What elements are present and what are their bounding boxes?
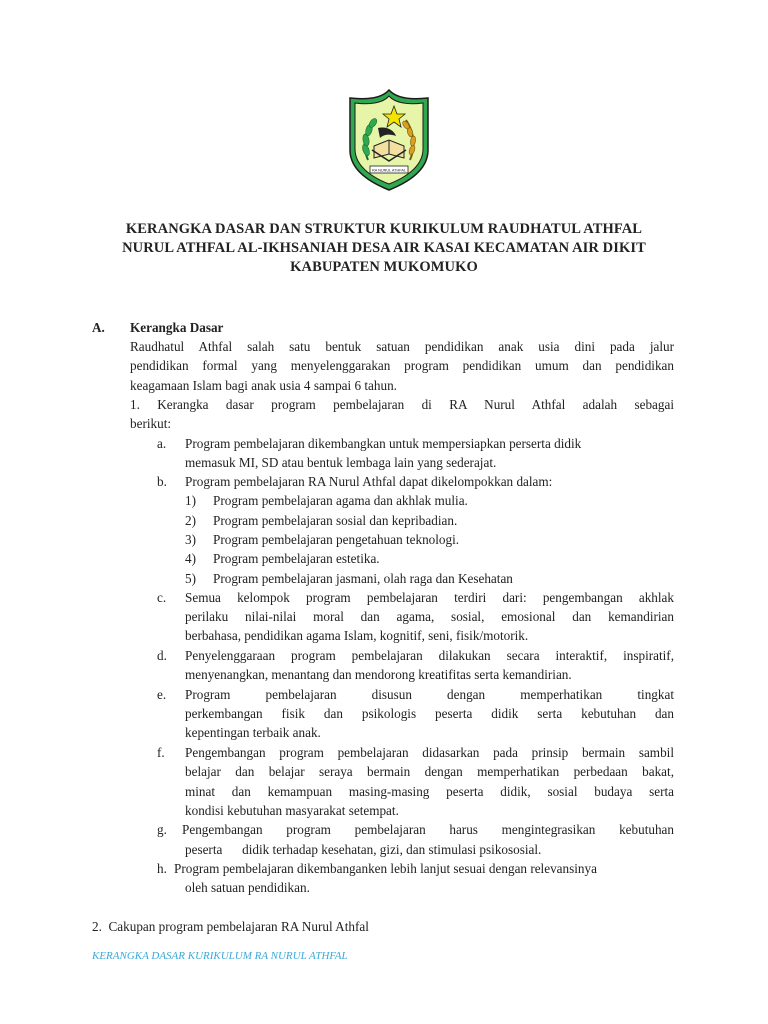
page-footer: KERANGKA DASAR KURIKULUM RA NURUL ATHFAL bbox=[92, 950, 348, 962]
list-item-line: peserta didik terhadap kesehatan, gizi, dan stimulasi psikososial. bbox=[185, 842, 542, 857]
sub-list-marker: 1) bbox=[185, 493, 196, 508]
title-line: KERANGKA DASAR DAN STRUKTUR KURIKULUM RAUDHATUL ATHFAL bbox=[125, 221, 643, 237]
title-line: KABUPATEN MUKOMUKO bbox=[290, 259, 478, 275]
list-item-line: perilaku nilai-nilai moral dan agama, sosial, emosional dan kemandirian bbox=[185, 609, 674, 624]
list-item-line: kepentingan terbaik anak. bbox=[185, 725, 321, 740]
intro-line: keagamaan Islam bagi anak usia 4 sampai 6 tahun. bbox=[130, 378, 397, 393]
document-title bbox=[80, 220, 688, 277]
point-1-line: berikut: bbox=[130, 416, 172, 431]
list-item-line: Penyelenggaraan program pembelajaran dilakukan secara interaktif, inspiratif, bbox=[185, 648, 674, 663]
point-2-line: 2. Cakupan program pembelajaran RA Nurul Athfal bbox=[92, 919, 369, 934]
list-item-line: belajar dan belajar seraya bermain dengan memperhatikan perbedaan bakat, bbox=[185, 764, 674, 779]
list-marker: f. bbox=[157, 745, 165, 760]
sub-list-marker: 3) bbox=[185, 532, 196, 547]
list-item-line: Pengembangan program pembelajaran didasarkan pada prinsip bermain sambil bbox=[185, 745, 674, 760]
list-item-line: Semua kelompok program pembelajaran terdiri dari: pengembangan akhlak bbox=[185, 590, 674, 605]
list-marker: a. bbox=[157, 436, 167, 451]
list-marker: b. bbox=[157, 474, 167, 489]
sub-list-item: Program pembelajaran jasmani, olah raga dan Kesehatan bbox=[213, 571, 513, 586]
list-item-line: perkembangan fisik dan psikologis peserta didik serta kebutuhan dan bbox=[185, 706, 674, 721]
sub-list-marker: 5) bbox=[185, 571, 196, 586]
point-1-line: 1. Kerangka dasar program pembelajaran di RA Nurul Athfal adalah sebagai bbox=[130, 397, 674, 412]
intro-line: Raudhatul Athfal salah satu bentuk satuan pendidikan anak usia dini pada jalur bbox=[130, 339, 674, 354]
list-item-line: Program pembelajaran disusun dengan memperhatikan tingkat bbox=[185, 687, 674, 702]
section-heading: Kerangka Dasar bbox=[130, 320, 224, 335]
title-line: NURUL ATHFAL AL-IKHSANIAH DESA AIR KASAI KECAMATAN AIR DIKIT bbox=[122, 240, 646, 256]
sub-list-item: Program pembelajaran pengetahuan teknologi. bbox=[213, 532, 460, 547]
section-letter: A. bbox=[92, 320, 105, 335]
sub-list-marker: 4) bbox=[185, 551, 196, 566]
list-item-line: minat dan kemampuan masing-masing peserta didik, sosial budaya serta bbox=[185, 784, 674, 799]
list-marker: g. bbox=[157, 822, 167, 837]
list-marker: e. bbox=[157, 687, 167, 702]
logo-banner-text: RA NURUL ATHFAL bbox=[372, 168, 406, 173]
list-item-line: Program pembelajaran RA Nurul Athfal dapat dikelompokkan dalam: bbox=[185, 474, 553, 489]
list-item-line: Program pembelajaran dikembanganken lebih lanjut sesuai dengan relevansinya bbox=[174, 861, 597, 876]
sub-list-item: Program pembelajaran estetika. bbox=[213, 551, 380, 566]
list-marker: d. bbox=[157, 648, 167, 663]
list-item-line: memasuk MI, SD atau bentuk lembaga lain yang sederajat. bbox=[185, 455, 497, 470]
list-item-line: oleh satuan pendidikan. bbox=[185, 880, 310, 895]
list-marker: c. bbox=[157, 590, 167, 605]
list-item-line: kondisi kebutuhan masyarakat setempat. bbox=[185, 803, 399, 818]
list-item-line: Pengembangan program pembelajaran harus mengintegrasikan kebutuhan bbox=[182, 822, 674, 837]
intro-line: pendidikan formal yang menyelenggarakan program pendidikan umum dan pendidikan bbox=[130, 358, 674, 373]
sub-list-item: Program pembelajaran agama dan akhlak mulia. bbox=[213, 493, 468, 508]
list-item-line: menyenangkan, menantang dan mendorong kreatifitas serta kemandirian. bbox=[185, 667, 572, 682]
list-item-line: berbahasa, pendidikan agama Islam, kognitif, seni, fisik/motorik. bbox=[185, 628, 529, 643]
list-item-line: Program pembelajaran dikembangkan untuk mempersiapkan perserta didik bbox=[185, 436, 582, 451]
list-marker: h. bbox=[157, 861, 167, 876]
sub-list-item: Program pembelajaran sosial dan kepribadian. bbox=[213, 513, 458, 528]
sub-list-marker: 2) bbox=[185, 513, 196, 528]
school-logo bbox=[344, 88, 434, 192]
